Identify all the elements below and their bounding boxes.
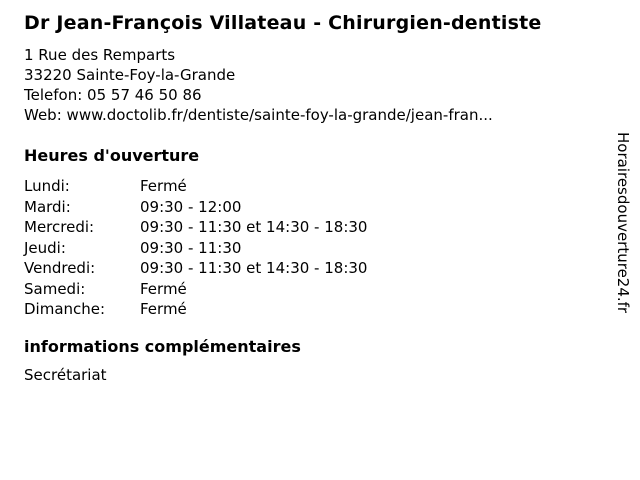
web-line [24, 105, 600, 125]
address-street: 1 Rue des Remparts [24, 46, 176, 64]
hours-row-tuesday [24, 197, 600, 218]
additional-info-heading: informations complémentaires [24, 336, 301, 356]
hours-row-sunday [24, 299, 600, 320]
day-label: Mercredi: [24, 218, 95, 236]
additional-info-text: Secrétariat [24, 365, 107, 384]
opening-hours-table [24, 176, 600, 320]
day-label: Mardi: [24, 197, 71, 216]
day-label: Dimanche: [24, 300, 106, 318]
opening-hours-heading: Heures d'ouverture [24, 146, 200, 165]
day-hours: 09:30 - 11:30 et 14:30 - 18:30 [140, 218, 368, 236]
hours-row-saturday [24, 279, 600, 300]
hours-row-monday [24, 176, 600, 197]
brand-watermark-vertical: Horairesdouverture24.fr [614, 132, 632, 314]
day-label: Jeudi: [24, 238, 66, 257]
contact-block [24, 45, 600, 125]
day-hours: Fermé [140, 300, 187, 318]
web-label: Web: [24, 106, 62, 124]
hours-row-wednesday [24, 217, 600, 238]
day-hours: 09:30 - 12:00 [140, 197, 242, 216]
page-title: Dr Jean-François Villateau - Chirurgien-dentiste [24, 12, 542, 34]
phone-label: Telefon: [24, 86, 83, 104]
day-hours: 09:30 - 11:30 [140, 238, 242, 257]
address-city: 33220 Sainte-Foy-la-Grande [24, 66, 236, 84]
phone-line [24, 85, 600, 105]
hours-row-thursday [24, 238, 600, 259]
web-url: www.doctolib.fr/dentiste/sainte-foy-la-grande/jean-fran... [66, 106, 493, 124]
day-label: Lundi: [24, 177, 70, 195]
day-hours: Fermé [140, 279, 187, 298]
phone-number: 05 57 46 50 86 [87, 86, 202, 104]
day-hours: Fermé [140, 177, 187, 195]
day-hours: 09:30 - 11:30 et 14:30 - 18:30 [140, 259, 368, 277]
day-label: Samedi: [24, 279, 86, 298]
day-label: Vendredi: [24, 259, 96, 277]
hours-row-friday [24, 258, 600, 279]
